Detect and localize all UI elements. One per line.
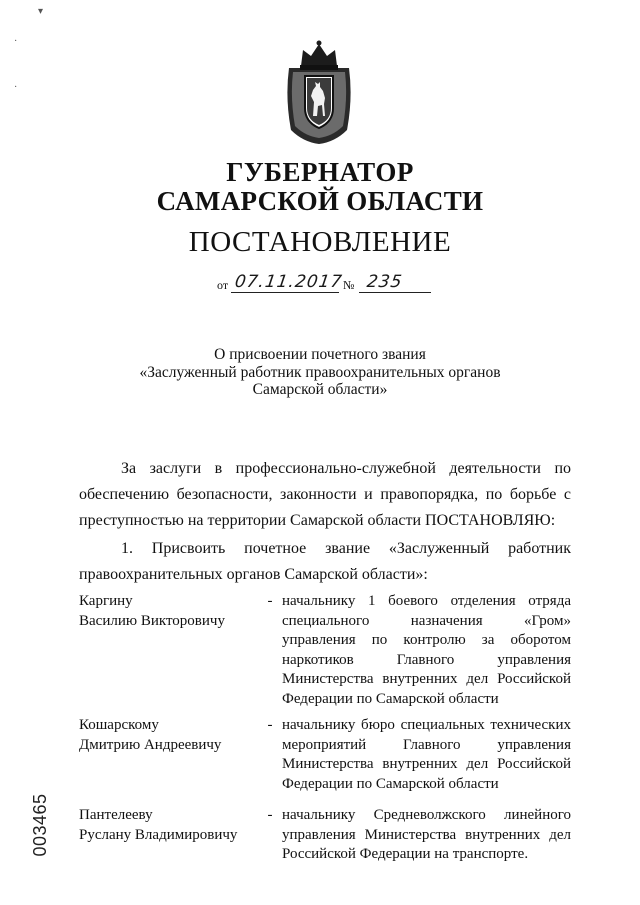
decision-paragraph: 1. Присвоить почетное звание «Заслуженный работник правоохранительных органов Самарской области»:	[79, 540, 571, 583]
preamble-paragraph: За заслуги в профессионально-служебной деятельности по обеспечению безопасности, законности и правопорядка, по борьбе с преступностью на территории Самарской области ПОСТАНОВЛЯЮ:	[79, 460, 571, 529]
date-underline	[231, 292, 339, 293]
scan-mark: ·	[14, 36, 18, 47]
awardee-position: начальнику 1 боевого отделения отряда специального назначения «Гром» управления по контролю за оборотом наркотиков Главного управления Министерства внутренних дел Российской Федерации по Самарской области	[282, 593, 571, 707]
date-prefix: от	[217, 278, 229, 292]
subject-line: «Заслуженный работник правоохранительных органов	[139, 363, 501, 381]
awardee-name	[79, 592, 259, 631]
entry-dash: -	[267, 717, 273, 733]
date-number-line	[217, 272, 437, 296]
handwritten-number: 235	[365, 272, 404, 292]
subject-line: О присвоении почетного звания	[214, 346, 426, 363]
number-underline	[359, 292, 431, 293]
scan-mark: ▾	[38, 6, 44, 17]
awardee-surname: Пантелееву	[79, 807, 153, 823]
awardee-given-names: Руслану Владимировичу	[79, 826, 238, 843]
awardee-position: начальнику Средневолжского линейного управления Министерства внутренних дел Российской Федерации на транспорте.	[282, 807, 571, 862]
issuer-title-line2: САМАРСКОЙ ОБЛАСТИ	[156, 186, 484, 216]
awardee-surname: Каргину	[79, 593, 133, 609]
document-type-title: ПОСТАНОВЛЕНИЕ	[188, 226, 452, 258]
awardee-name	[79, 806, 259, 845]
coat-of-arms-emblem-icon	[283, 38, 355, 146]
awardee-name	[79, 716, 259, 755]
awardee-surname: Кошарскому	[79, 717, 159, 733]
handwritten-date: 07.11.2017	[233, 272, 344, 292]
serial-stamp-number: 003465	[29, 793, 50, 857]
issuer-title-line1: ГУБЕРНАТОР	[226, 157, 414, 187]
subject-title	[0, 346, 640, 399]
awardee-given-names: Василию Викторовичу	[79, 612, 225, 629]
awardee-position: начальнику бюро специальных технических мероприятий Главного управления Министерства внутренних дел Российской Федерации по Самарской области	[282, 717, 571, 792]
number-prefix: №	[343, 278, 355, 292]
entry-dash: -	[267, 593, 273, 609]
entry-dash: -	[267, 807, 273, 823]
scan-mark: ·	[14, 82, 18, 93]
awardee-given-names: Дмитрию Андреевичу	[79, 736, 222, 753]
subject-line: Самарской области»	[252, 381, 388, 398]
